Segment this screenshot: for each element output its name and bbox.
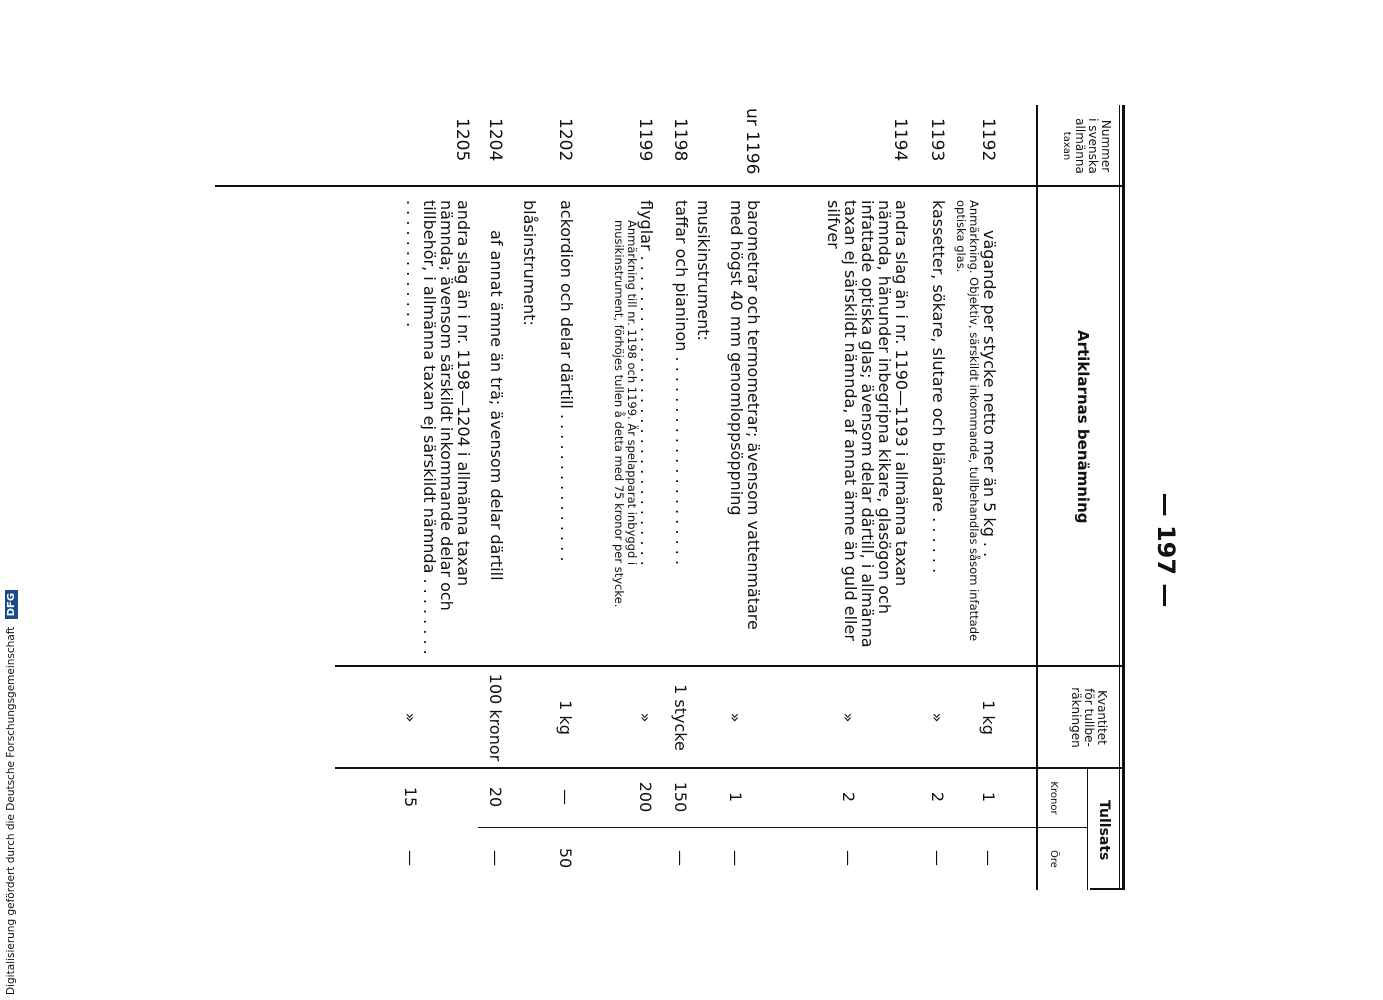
row-quantity: 1 stycke <box>671 684 690 751</box>
header-quantity-line3: räkningen <box>1069 687 1083 748</box>
row-number: 1192 <box>978 118 998 162</box>
row-ore: — <box>486 850 505 866</box>
row-number: 1204 <box>485 118 505 162</box>
header-number-line2: i svenska <box>1086 118 1100 174</box>
column-divider-2 <box>335 665 1125 667</box>
top-rule <box>1122 105 1125 890</box>
row-kronor: 1 <box>726 791 745 803</box>
row-note <box>613 220 638 660</box>
column-divider-1 <box>215 185 1125 187</box>
row-description: andra slag än i nr. 1190—1193 i allmänna taxan nämnda, hänunder inbegripna kikare, glasögon och infattade optiska glas; ävensom delar därtill, i allmänna taxan ej särskildt nämnda, af annat ämne än guld eller silfver <box>824 200 911 648</box>
header-quantity <box>1069 670 1108 765</box>
row-ore: — <box>726 850 745 866</box>
note-text: Anmärkning. Objektiv, särskildt inkommande, tullbehandlas såsom infattade optiska glas. <box>954 200 981 642</box>
row-number: 1205 <box>452 118 472 162</box>
top-rule-thin <box>1119 105 1120 890</box>
tullsats-subrule <box>1087 767 1088 890</box>
digitization-footer <box>3 592 19 995</box>
group-heading: blåsinstrument: <box>520 200 539 326</box>
row-description: barometrar och termometrar; ävensom vattenmätare med högst 40 mm genomloppsöppning <box>727 200 763 630</box>
row-quantity: » <box>726 712 745 723</box>
row-kronor: 15 <box>401 786 420 808</box>
row-number: ur 1196 <box>742 108 762 175</box>
row-ore: — <box>928 850 947 866</box>
row-ore: — <box>839 850 858 866</box>
column-divider-4 <box>478 827 1088 828</box>
row-kronor: 200 <box>636 781 655 813</box>
row-quantity: » <box>636 712 655 723</box>
row-kronor: 20 <box>486 786 505 808</box>
row-number: 1202 <box>555 118 575 162</box>
row-kronor: — <box>556 789 575 805</box>
row-ore: — <box>671 850 690 866</box>
row-quantity: 100 kronor <box>486 673 505 762</box>
row-kronor: 1 <box>979 791 998 803</box>
row-quantity: 1 kg <box>556 700 575 735</box>
row-description: vägande per stycke netto mer än 5 kg . . <box>980 230 999 558</box>
header-number-line3: allmänna <box>1073 118 1087 174</box>
row-description: andra slag än i nr. 1198—1204 i allmänna taxan nämnda; ävensom särskildt inkommande delar och tillbehör, i allmänna taxan ej särskildt nämnda . . . . . . . . . . . . . . . . . . . . . <box>403 200 473 655</box>
footer-text: Digitalisierung gefördert durch die Deutsche Forschungsgemeinschaft <box>5 626 17 995</box>
row-number: 1193 <box>927 118 947 162</box>
row-description: ackordion och delar därtill . . . . . . . . . . . . . . . <box>557 200 576 562</box>
header-rule <box>1036 105 1038 890</box>
column-divider-3 <box>335 767 1125 769</box>
header-kronor: Kronor <box>1048 781 1059 815</box>
row-quantity: » <box>928 712 947 723</box>
header-rate: Tullsats <box>1096 800 1112 861</box>
row-quantity: » <box>401 712 420 723</box>
document-page <box>0 100 1180 1000</box>
row-quantity: 1 kg <box>979 700 998 735</box>
row-description: kassetter, sökare, slutare och bländare . . . . . . <box>929 200 948 574</box>
header-quantity-line1: Kvantitet <box>1095 690 1109 745</box>
dfg-logo: DFG <box>5 590 18 619</box>
row-kronor: 150 <box>671 781 690 813</box>
row-number: 1199 <box>635 118 655 162</box>
row-number: 1198 <box>670 118 690 162</box>
row-description: flyglar . . . . . . . . . . . . . . . . . . . . . . . . . . . . . . . <box>637 200 656 566</box>
header-number-line1: Nummer <box>1099 119 1113 173</box>
row-number: 1194 <box>890 118 910 162</box>
row-description: taffar och pianinon . . . . . . . . . . . . . . . . . . . . . <box>672 200 691 566</box>
right-rule <box>1090 888 1125 890</box>
row-kronor: 2 <box>928 791 947 803</box>
row-quantity: » <box>839 712 858 723</box>
row-ore: 50 <box>556 847 575 869</box>
row-description: af annat ämne än trä; ävensom delar därtill <box>487 230 506 581</box>
page-number: — 197 — <box>1152 492 1180 608</box>
row-kronor: 2 <box>839 791 858 803</box>
header-ore: Öre <box>1048 850 1059 868</box>
header-number <box>1060 108 1112 184</box>
row-ore: — <box>979 850 998 866</box>
header-quantity-line2: för tullbe- <box>1082 688 1096 747</box>
row-ore: — <box>401 850 420 866</box>
note-text: Anmärkning till nr. 1198 och 1199. Är spelapparat inbyggd i musikinstrument, förhöjes tullen å detta med 75 kronor per stycke. <box>612 220 639 608</box>
row-note <box>955 200 980 660</box>
header-article: Artiklarnas benämning <box>1074 330 1092 524</box>
header-number-line4: taxan <box>1061 131 1072 161</box>
group-heading: musikinstrument: <box>694 200 713 341</box>
